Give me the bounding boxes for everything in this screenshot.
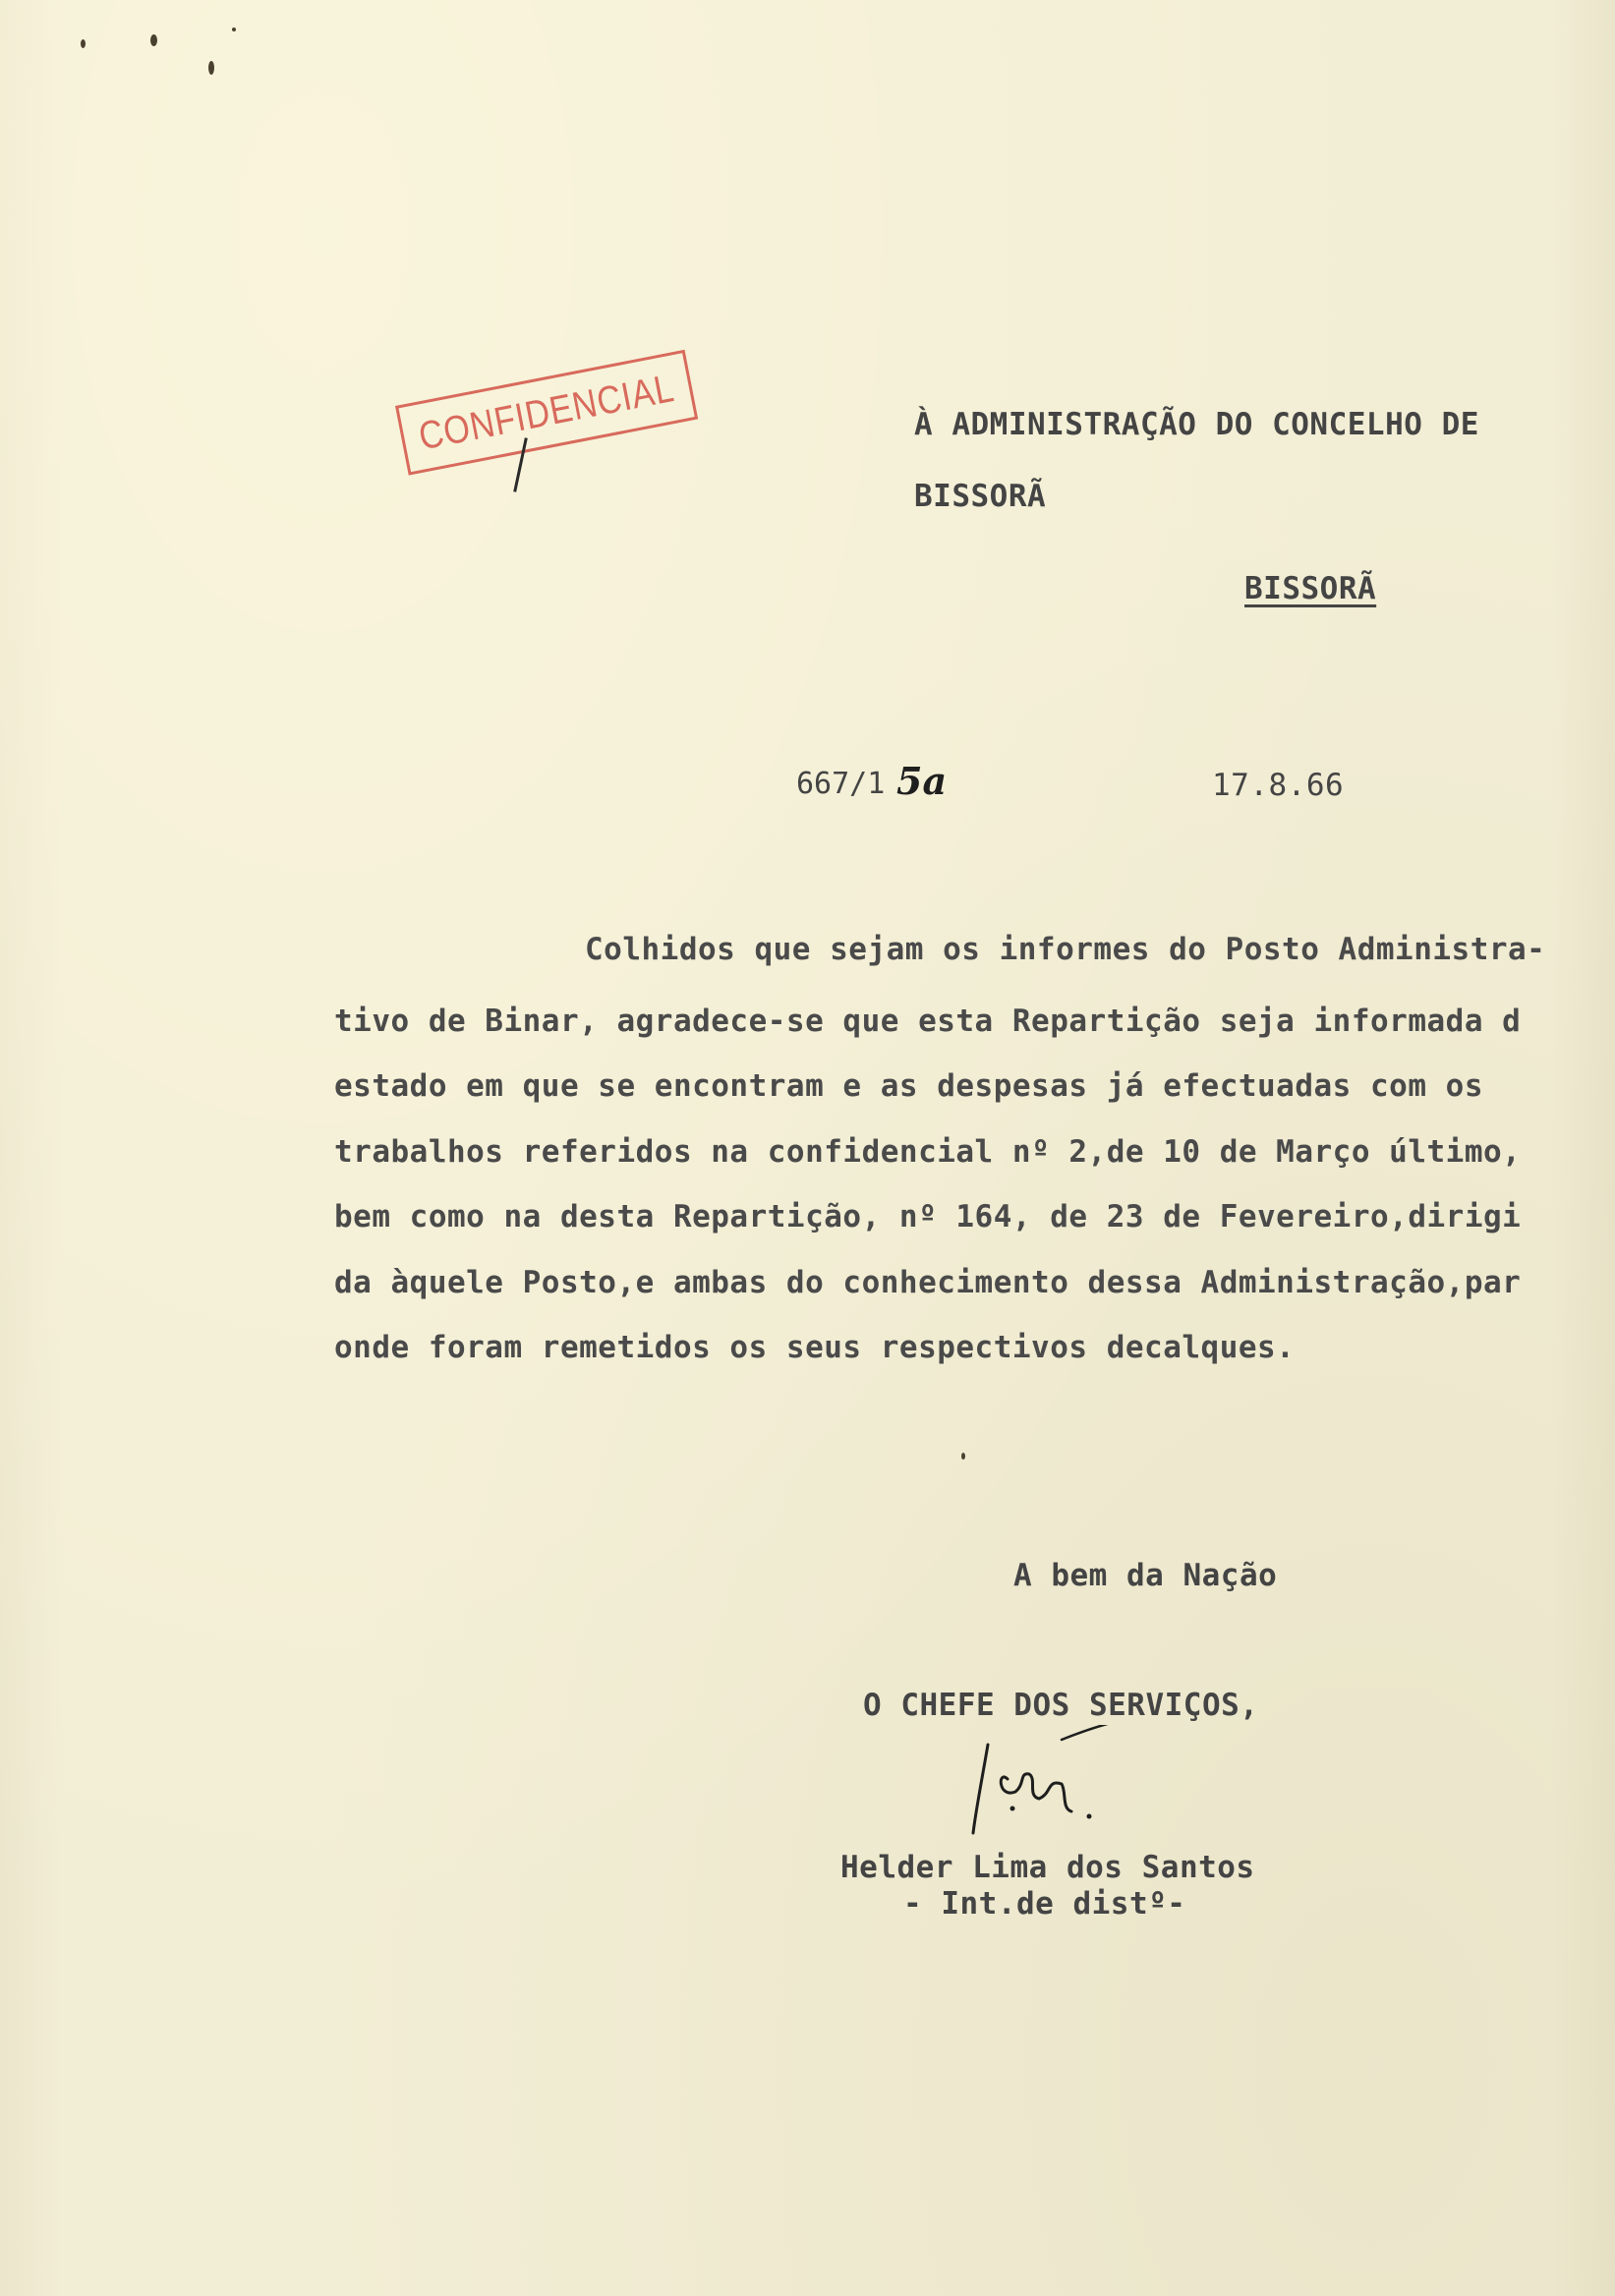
paper-speck <box>150 34 157 46</box>
body-line: da àquele Posto,e ambas do conhecimento dessa Administração,par <box>334 1265 1522 1300</box>
stamp-label: CONFIDENCIAL <box>415 366 678 458</box>
handwritten-signature <box>968 1725 1165 1843</box>
paper-speck <box>232 28 236 31</box>
addressee-place: BISSORÃ <box>1244 571 1377 606</box>
reference-date: 17.8.66 <box>1212 768 1345 803</box>
addressee-line-1: À ADMINISTRAÇÃO DO CONCELHO DE <box>914 407 1479 442</box>
body-line: estado em que se encontram e as despesas já efectuadas com os <box>334 1068 1483 1104</box>
body-line: bem como na desta Repartição, nº 164, de 23 de Fevereiro,dirigi <box>334 1199 1522 1234</box>
signatory-name: Helder Lima dos Santos <box>840 1850 1255 1885</box>
paper-speck <box>208 61 214 75</box>
body-line: onde foram remetidos os seus respectivos decalques. <box>334 1330 1296 1365</box>
body-line: trabalhos referidos na confidencial nº 2,de 10 de Março último, <box>334 1134 1522 1170</box>
paper-speck <box>961 1453 965 1460</box>
signatory-title: O CHEFE DOS SERVIÇOS, <box>863 1688 1259 1723</box>
body-line: Colhidos que sejam os informes do Posto Administra- <box>585 932 1546 967</box>
addressee-line-2: BISSORÃ <box>914 479 1047 514</box>
reference-number: 667/1 <box>796 767 886 801</box>
reference-number-handwritten: 5a <box>896 759 948 803</box>
closing-salutation: A bem da Nação <box>1013 1558 1278 1593</box>
paper-speck <box>81 39 86 48</box>
body-line: tivo de Binar, agradece-se que esta Repartição seja informada d <box>334 1004 1522 1039</box>
confidencial-stamp <box>395 350 698 476</box>
signatory-position: - Int.de distº- <box>903 1886 1186 1922</box>
